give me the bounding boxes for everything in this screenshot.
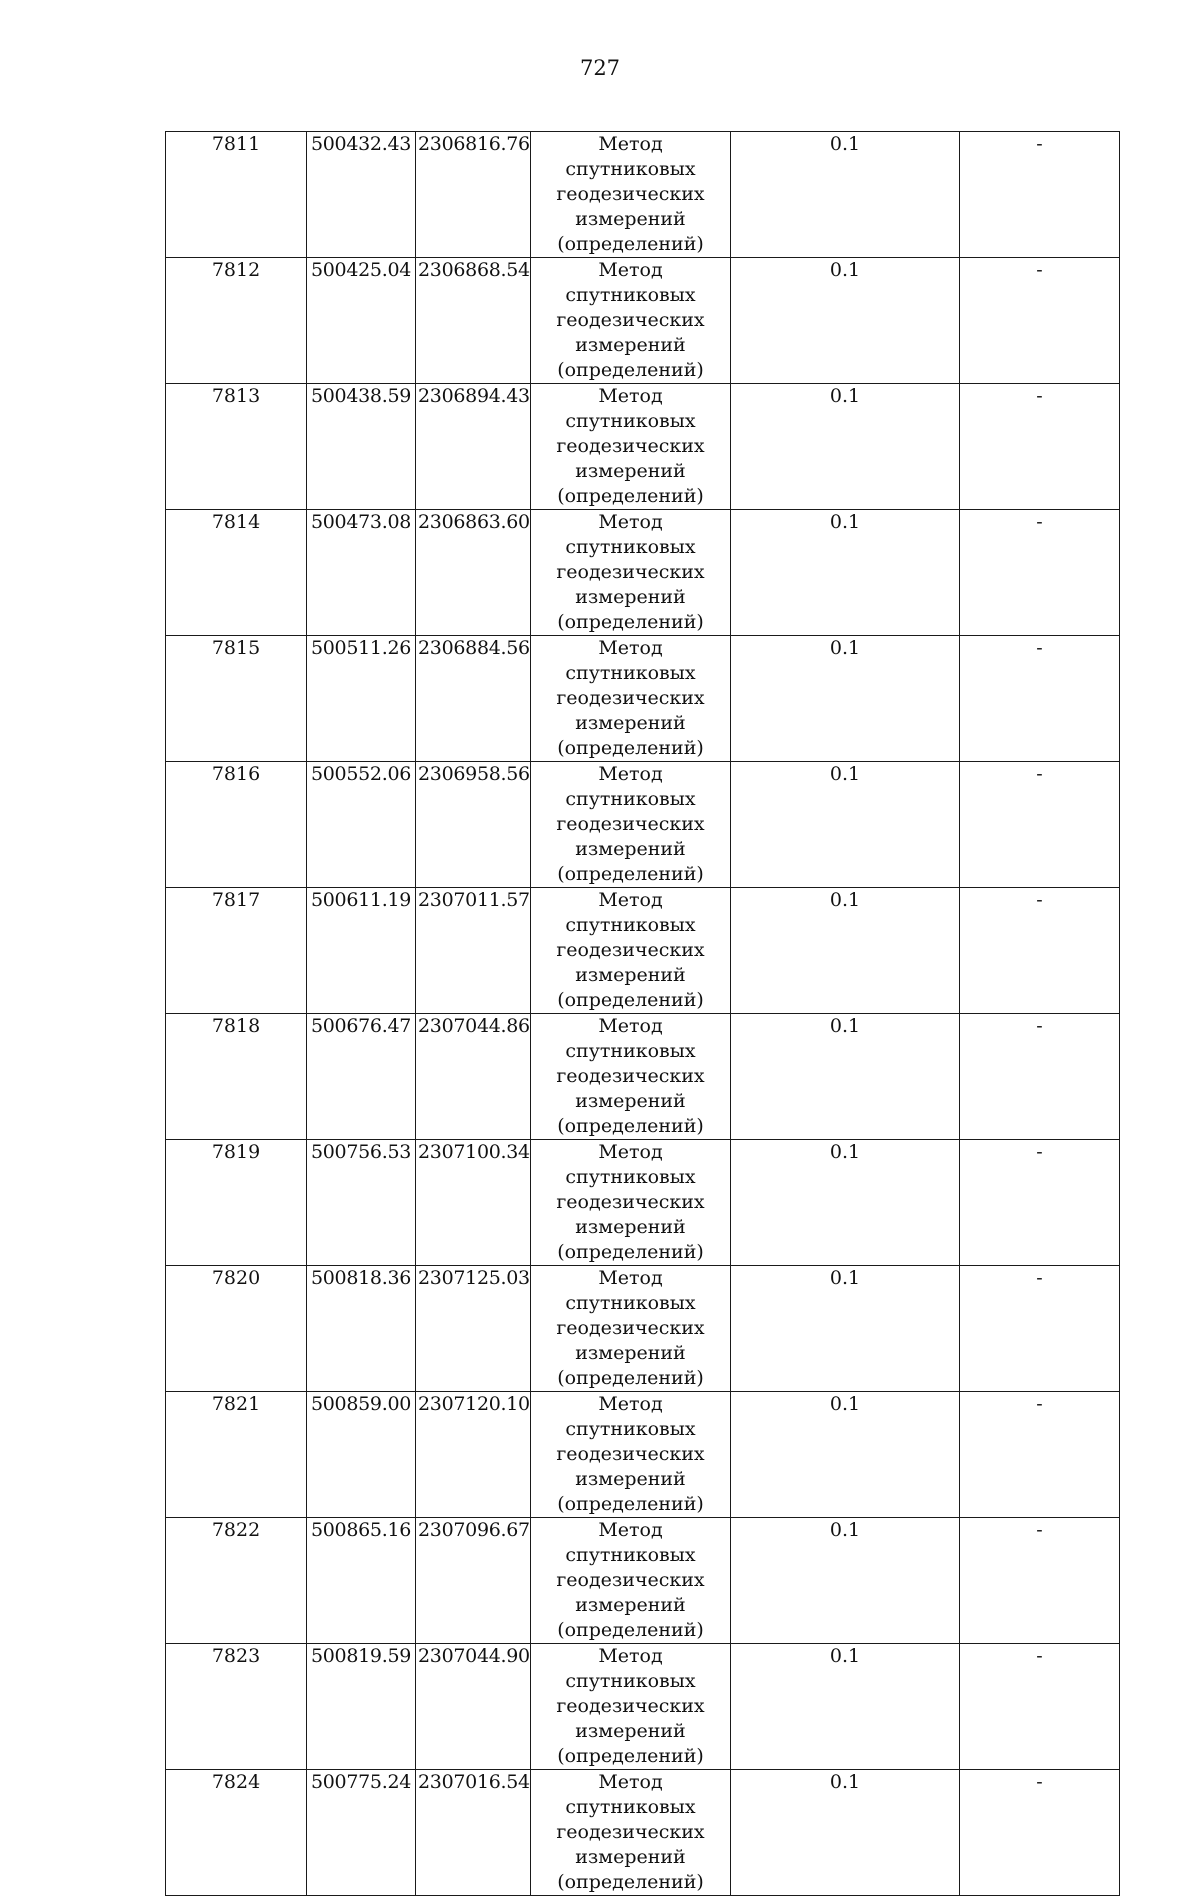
note-cell: - [960,1140,1120,1266]
accuracy-cell: 0.1 [731,1140,960,1266]
x-coordinate-cell: 500425.04 [307,258,416,384]
y-coordinate-cell: 2307016.54 [416,1770,531,1896]
accuracy-cell: 0.1 [731,1392,960,1518]
note-cell: - [960,1266,1120,1392]
x-coordinate-cell: 500676.47 [307,1014,416,1140]
point-number-cell: 7821 [166,1392,307,1518]
note-cell: - [960,636,1120,762]
point-number-cell: 7812 [166,258,307,384]
accuracy-cell: 0.1 [731,636,960,762]
point-number-cell: 7822 [166,1518,307,1644]
table-row [166,1392,1120,1518]
accuracy-cell: 0.1 [731,258,960,384]
table-row [166,1140,1120,1266]
accuracy-cell: 0.1 [731,1266,960,1392]
method-cell: Метод спутниковых геодезических измерений (определений) [531,384,731,510]
page-number: 727 [579,56,621,80]
x-coordinate-cell: 500859.00 [307,1392,416,1518]
method-cell: Метод спутниковых геодезических измерений (определений) [531,1140,731,1266]
y-coordinate-cell: 2307120.10 [416,1392,531,1518]
coordinates-table [165,131,1120,1896]
x-coordinate-cell: 500611.19 [307,888,416,1014]
x-coordinate-cell: 500775.24 [307,1770,416,1896]
x-coordinate-cell: 500552.06 [307,762,416,888]
y-coordinate-cell: 2307011.57 [416,888,531,1014]
table-row [166,1770,1120,1896]
accuracy-cell: 0.1 [731,1644,960,1770]
accuracy-cell: 0.1 [731,510,960,636]
y-coordinate-cell: 2306958.56 [416,762,531,888]
method-cell: Метод спутниковых геодезических измерений (определений) [531,1518,731,1644]
point-number-cell: 7819 [166,1140,307,1266]
y-coordinate-cell: 2307096.67 [416,1518,531,1644]
accuracy-cell: 0.1 [731,762,960,888]
method-cell: Метод спутниковых геодезических измерений (определений) [531,636,731,762]
y-coordinate-cell: 2306863.60 [416,510,531,636]
table-row [166,384,1120,510]
point-number-cell: 7820 [166,1266,307,1392]
method-cell: Метод спутниковых геодезических измерений (определений) [531,1266,731,1392]
x-coordinate-cell: 500865.16 [307,1518,416,1644]
note-cell: - [960,510,1120,636]
table-row [166,258,1120,384]
y-coordinate-cell: 2306894.43 [416,384,531,510]
accuracy-cell: 0.1 [731,1770,960,1896]
note-cell: - [960,1644,1120,1770]
method-cell: Метод спутниковых геодезических измерений (определений) [531,1014,731,1140]
method-cell: Метод спутниковых геодезических измерений (определений) [531,1770,731,1896]
table-row [166,888,1120,1014]
table-row [166,762,1120,888]
point-number-cell: 7811 [166,132,307,258]
x-coordinate-cell: 500438.59 [307,384,416,510]
method-cell: Метод спутниковых геодезических измерений (определений) [531,132,731,258]
note-cell: - [960,132,1120,258]
accuracy-cell: 0.1 [731,1014,960,1140]
point-number-cell: 7823 [166,1644,307,1770]
table-row [166,132,1120,258]
x-coordinate-cell: 500756.53 [307,1140,416,1266]
y-coordinate-cell: 2307044.86 [416,1014,531,1140]
y-coordinate-cell: 2306884.56 [416,636,531,762]
point-number-cell: 7817 [166,888,307,1014]
point-number-cell: 7816 [166,762,307,888]
table-row [166,510,1120,636]
method-cell: Метод спутниковых геодезических измерений (определений) [531,258,731,384]
y-coordinate-cell: 2306868.54 [416,258,531,384]
y-coordinate-cell: 2307100.34 [416,1140,531,1266]
x-coordinate-cell: 500473.08 [307,510,416,636]
y-coordinate-cell: 2307044.90 [416,1644,531,1770]
note-cell: - [960,762,1120,888]
method-cell: Метод спутниковых геодезических измерений (определений) [531,510,731,636]
note-cell: - [960,384,1120,510]
accuracy-cell: 0.1 [731,888,960,1014]
method-cell: Метод спутниковых геодезических измерений (определений) [531,1644,731,1770]
method-cell: Метод спутниковых геодезических измерений (определений) [531,888,731,1014]
point-number-cell: 7818 [166,1014,307,1140]
point-number-cell: 7824 [166,1770,307,1896]
table-row [166,636,1120,762]
point-number-cell: 7814 [166,510,307,636]
note-cell: - [960,1770,1120,1896]
note-cell: - [960,258,1120,384]
x-coordinate-cell: 500432.43 [307,132,416,258]
point-number-cell: 7815 [166,636,307,762]
accuracy-cell: 0.1 [731,132,960,258]
y-coordinate-cell: 2307125.03 [416,1266,531,1392]
note-cell: - [960,888,1120,1014]
table-row [166,1266,1120,1392]
x-coordinate-cell: 500819.59 [307,1644,416,1770]
x-coordinate-cell: 500511.26 [307,636,416,762]
table-row [166,1518,1120,1644]
table-row [166,1014,1120,1140]
table-row [166,1644,1120,1770]
note-cell: - [960,1392,1120,1518]
method-cell: Метод спутниковых геодезических измерений (определений) [531,762,731,888]
note-cell: - [960,1518,1120,1644]
y-coordinate-cell: 2306816.76 [416,132,531,258]
accuracy-cell: 0.1 [731,1518,960,1644]
point-number-cell: 7813 [166,384,307,510]
method-cell: Метод спутниковых геодезических измерений (определений) [531,1392,731,1518]
note-cell: - [960,1014,1120,1140]
x-coordinate-cell: 500818.36 [307,1266,416,1392]
accuracy-cell: 0.1 [731,384,960,510]
coordinates-table-body [166,132,1120,1896]
